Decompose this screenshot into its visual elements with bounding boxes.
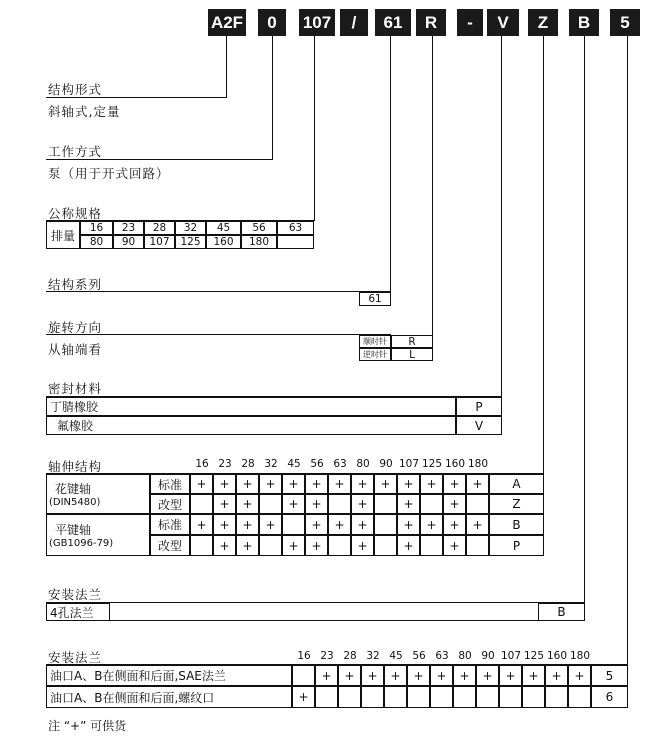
leader-line bbox=[46, 291, 391, 292]
size-label: 80 bbox=[458, 650, 472, 662]
size-label: 107 bbox=[500, 650, 522, 662]
key-shaft-label: 平键轴 bbox=[55, 523, 92, 537]
avail-mark: + bbox=[420, 474, 443, 494]
avail-mark: + bbox=[351, 474, 374, 494]
avail-mark: + bbox=[466, 514, 489, 535]
code-box: 5 bbox=[610, 9, 640, 36]
availability-note: 注 “+” 可供货 bbox=[48, 719, 127, 733]
avail-mark bbox=[259, 494, 282, 514]
size-label: 56 bbox=[310, 458, 324, 470]
avail-mark: + bbox=[522, 665, 545, 686]
avail-mark: + bbox=[305, 514, 328, 535]
leader-line bbox=[46, 602, 585, 603]
displacement-cell: 56 bbox=[241, 221, 277, 235]
size-label: 125 bbox=[421, 458, 443, 470]
avail-mark: + bbox=[351, 494, 374, 514]
port-row-label: 油口A、B在侧面和后面,螺纹口 bbox=[46, 686, 292, 708]
counterclockwise-code: L bbox=[391, 348, 433, 361]
avail-mark: + bbox=[397, 535, 420, 556]
avail-mark bbox=[545, 686, 568, 708]
work-mode-title: 工作方式 bbox=[48, 144, 103, 159]
avail-mark: + bbox=[407, 665, 430, 686]
leader-v bbox=[226, 36, 227, 98]
shaft-title: 轴伸结构 bbox=[48, 459, 103, 474]
avail-mark: + bbox=[305, 535, 328, 556]
avail-mark: + bbox=[305, 474, 328, 494]
nominal-size-title: 公称规格 bbox=[48, 206, 103, 221]
avail-mark: + bbox=[568, 665, 591, 686]
shaft-type: 标准 bbox=[150, 474, 190, 494]
avail-mark bbox=[282, 514, 305, 535]
avail-mark bbox=[374, 535, 397, 556]
flange-4hole-code: B bbox=[538, 603, 585, 621]
avail-mark: + bbox=[282, 474, 305, 494]
size-label: 63 bbox=[435, 650, 449, 662]
displacement-cell: 16 bbox=[80, 221, 113, 235]
avail-mark: + bbox=[397, 474, 420, 494]
avail-mark: + bbox=[236, 474, 259, 494]
avail-mark: + bbox=[236, 494, 259, 514]
displacement-cell bbox=[277, 235, 314, 249]
size-label: 80 bbox=[356, 458, 370, 470]
avail-mark bbox=[407, 686, 430, 708]
size-label: 180 bbox=[569, 650, 591, 662]
avail-mark: + bbox=[236, 535, 259, 556]
seal-fkm-code: V bbox=[456, 416, 502, 435]
code-box: 107 bbox=[299, 9, 335, 36]
avail-mark bbox=[476, 686, 499, 708]
avail-mark bbox=[190, 494, 213, 514]
leader-v bbox=[314, 36, 315, 221]
seal-title: 密封材料 bbox=[48, 381, 103, 396]
shaft-type: 改型 bbox=[150, 535, 190, 556]
avail-mark: + bbox=[466, 474, 489, 494]
avail-mark: + bbox=[328, 474, 351, 494]
size-label: 160 bbox=[546, 650, 568, 662]
code-box: - bbox=[457, 9, 483, 36]
avail-mark bbox=[420, 535, 443, 556]
size-label: 32 bbox=[264, 458, 278, 470]
leader-line bbox=[46, 97, 227, 98]
leader-v bbox=[272, 36, 273, 160]
avail-mark: + bbox=[443, 474, 466, 494]
port-code: 6 bbox=[591, 686, 628, 708]
size-label: 90 bbox=[379, 458, 393, 470]
leader-v bbox=[432, 36, 433, 335]
size-label: 56 bbox=[412, 650, 426, 662]
port-row-label: 油口A、B在侧面和后面,SAE法兰 bbox=[46, 665, 292, 686]
avail-mark bbox=[374, 494, 397, 514]
size-label: 90 bbox=[481, 650, 495, 662]
avail-mark bbox=[453, 686, 476, 708]
structure-form-desc: 斜轴式,定量 bbox=[48, 104, 121, 119]
shaft-code: P bbox=[489, 535, 544, 556]
size-label: 16 bbox=[297, 650, 311, 662]
displacement-cell: 63 bbox=[277, 221, 314, 235]
code-box: R bbox=[416, 9, 446, 36]
avail-mark: + bbox=[499, 665, 522, 686]
displacement-cell: 23 bbox=[113, 221, 144, 235]
port-code: 5 bbox=[591, 665, 628, 686]
avail-mark: + bbox=[213, 494, 236, 514]
leader-line bbox=[46, 159, 273, 160]
avail-mark: + bbox=[430, 665, 453, 686]
avail-mark: + bbox=[374, 474, 397, 494]
avail-mark: + bbox=[476, 665, 499, 686]
key-shaft-group bbox=[46, 514, 150, 556]
spline-shaft-group bbox=[46, 474, 150, 514]
size-label: 125 bbox=[523, 650, 545, 662]
avail-mark: + bbox=[328, 514, 351, 535]
avail-mark: + bbox=[259, 474, 282, 494]
avail-mark: + bbox=[338, 665, 361, 686]
shaft-type: 标准 bbox=[150, 514, 190, 535]
flange-title: 安装法兰 bbox=[48, 587, 103, 602]
series-title: 结构系列 bbox=[48, 277, 103, 292]
avail-mark: + bbox=[384, 665, 407, 686]
avail-mark bbox=[361, 686, 384, 708]
rotation-title: 旋转方向 bbox=[48, 320, 103, 335]
avail-mark bbox=[292, 665, 315, 686]
avail-mark: + bbox=[282, 494, 305, 514]
avail-mark: + bbox=[282, 535, 305, 556]
shaft-type: 改型 bbox=[150, 494, 190, 514]
seal-fkm-label: 氟橡胶 bbox=[46, 416, 456, 435]
structure-form-title: 结构形式 bbox=[48, 82, 103, 97]
avail-mark: + bbox=[361, 665, 384, 686]
avail-mark bbox=[466, 535, 489, 556]
avail-mark: + bbox=[420, 514, 443, 535]
displacement-label: 排量 bbox=[46, 221, 80, 249]
avail-mark bbox=[522, 686, 545, 708]
avail-mark: + bbox=[213, 474, 236, 494]
avail-mark: + bbox=[213, 514, 236, 535]
avail-mark: + bbox=[443, 514, 466, 535]
code-box: V bbox=[487, 9, 519, 36]
counterclockwise-label: 逆时针 bbox=[359, 348, 391, 361]
avail-mark bbox=[259, 535, 282, 556]
displacement-cell: 90 bbox=[113, 235, 144, 249]
avail-mark bbox=[384, 686, 407, 708]
avail-mark: + bbox=[397, 514, 420, 535]
avail-mark bbox=[499, 686, 522, 708]
displacement-cell: 45 bbox=[206, 221, 241, 235]
work-mode-desc: 泵（用于开式回路） bbox=[48, 166, 170, 181]
flange-row-line bbox=[110, 620, 538, 621]
spline-shaft-label: 花键轴 bbox=[55, 482, 92, 496]
flange-4hole-label: 4孔法兰 bbox=[46, 603, 110, 621]
displacement-cell: 28 bbox=[144, 221, 175, 235]
displacement-cell: 160 bbox=[206, 235, 241, 249]
size-label: 16 bbox=[195, 458, 209, 470]
code-box: 0 bbox=[258, 9, 286, 36]
avail-mark: + bbox=[190, 474, 213, 494]
seal-nbr-code: P bbox=[456, 397, 502, 416]
size-label: 28 bbox=[241, 458, 255, 470]
avail-mark: + bbox=[443, 535, 466, 556]
size-label: 28 bbox=[343, 650, 357, 662]
avail-mark bbox=[374, 514, 397, 535]
displacement-cell: 32 bbox=[175, 221, 206, 235]
code-box: / bbox=[340, 9, 368, 36]
avail-mark: + bbox=[213, 535, 236, 556]
size-label: 32 bbox=[366, 650, 380, 662]
size-label: 45 bbox=[287, 458, 301, 470]
displacement-cell: 80 bbox=[80, 235, 113, 249]
displacement-cell: 125 bbox=[175, 235, 206, 249]
avail-mark: + bbox=[259, 514, 282, 535]
displacement-cell: 107 bbox=[144, 235, 175, 249]
avail-mark bbox=[466, 494, 489, 514]
code-box: B bbox=[569, 9, 599, 36]
leader-v bbox=[584, 36, 585, 603]
code-box: A2F bbox=[208, 9, 246, 36]
avail-mark: + bbox=[190, 514, 213, 535]
size-label: 180 bbox=[467, 458, 489, 470]
avail-mark: + bbox=[236, 514, 259, 535]
size-label: 63 bbox=[333, 458, 347, 470]
leader-v bbox=[501, 36, 502, 397]
leader-v bbox=[627, 36, 628, 665]
avail-mark bbox=[190, 535, 213, 556]
code-box: Z bbox=[528, 9, 558, 36]
avail-mark: + bbox=[453, 665, 476, 686]
avail-mark bbox=[315, 686, 338, 708]
avail-mark: + bbox=[545, 665, 568, 686]
leader-v bbox=[390, 36, 391, 292]
size-label: 45 bbox=[389, 650, 403, 662]
leader-line bbox=[46, 334, 391, 335]
shaft-code: B bbox=[489, 514, 544, 535]
displacement-cell: 180 bbox=[241, 235, 277, 249]
avail-mark bbox=[420, 494, 443, 514]
avail-mark: + bbox=[292, 686, 315, 708]
code-box: 61 bbox=[375, 9, 411, 36]
size-label: 107 bbox=[398, 458, 420, 470]
avail-mark: + bbox=[443, 494, 466, 514]
clockwise-label: 顺时针 bbox=[359, 335, 391, 348]
avail-mark bbox=[338, 686, 361, 708]
avail-mark bbox=[430, 686, 453, 708]
key-shaft-std: (GB1096-79) bbox=[49, 538, 114, 549]
rotation-desc: 从轴端看 bbox=[48, 342, 103, 357]
avail-mark: + bbox=[351, 514, 374, 535]
clockwise-code: R bbox=[391, 335, 433, 348]
spline-shaft-std: (DIN5480) bbox=[49, 497, 101, 508]
avail-mark bbox=[568, 686, 591, 708]
avail-mark: + bbox=[305, 494, 328, 514]
size-label: 23 bbox=[218, 458, 232, 470]
seal-nbr-label: 丁腈橡胶 bbox=[46, 397, 456, 416]
shaft-code: Z bbox=[489, 494, 544, 514]
size-label: 23 bbox=[320, 650, 334, 662]
avail-mark: + bbox=[315, 665, 338, 686]
avail-mark: + bbox=[397, 494, 420, 514]
size-label: 160 bbox=[444, 458, 466, 470]
avail-mark: + bbox=[351, 535, 374, 556]
port-flange-title: 安装法兰 bbox=[48, 650, 103, 665]
shaft-code: A bbox=[489, 474, 544, 494]
series-value: 61 bbox=[359, 292, 391, 306]
leader-v bbox=[543, 36, 544, 474]
avail-mark bbox=[328, 535, 351, 556]
avail-mark bbox=[328, 494, 351, 514]
